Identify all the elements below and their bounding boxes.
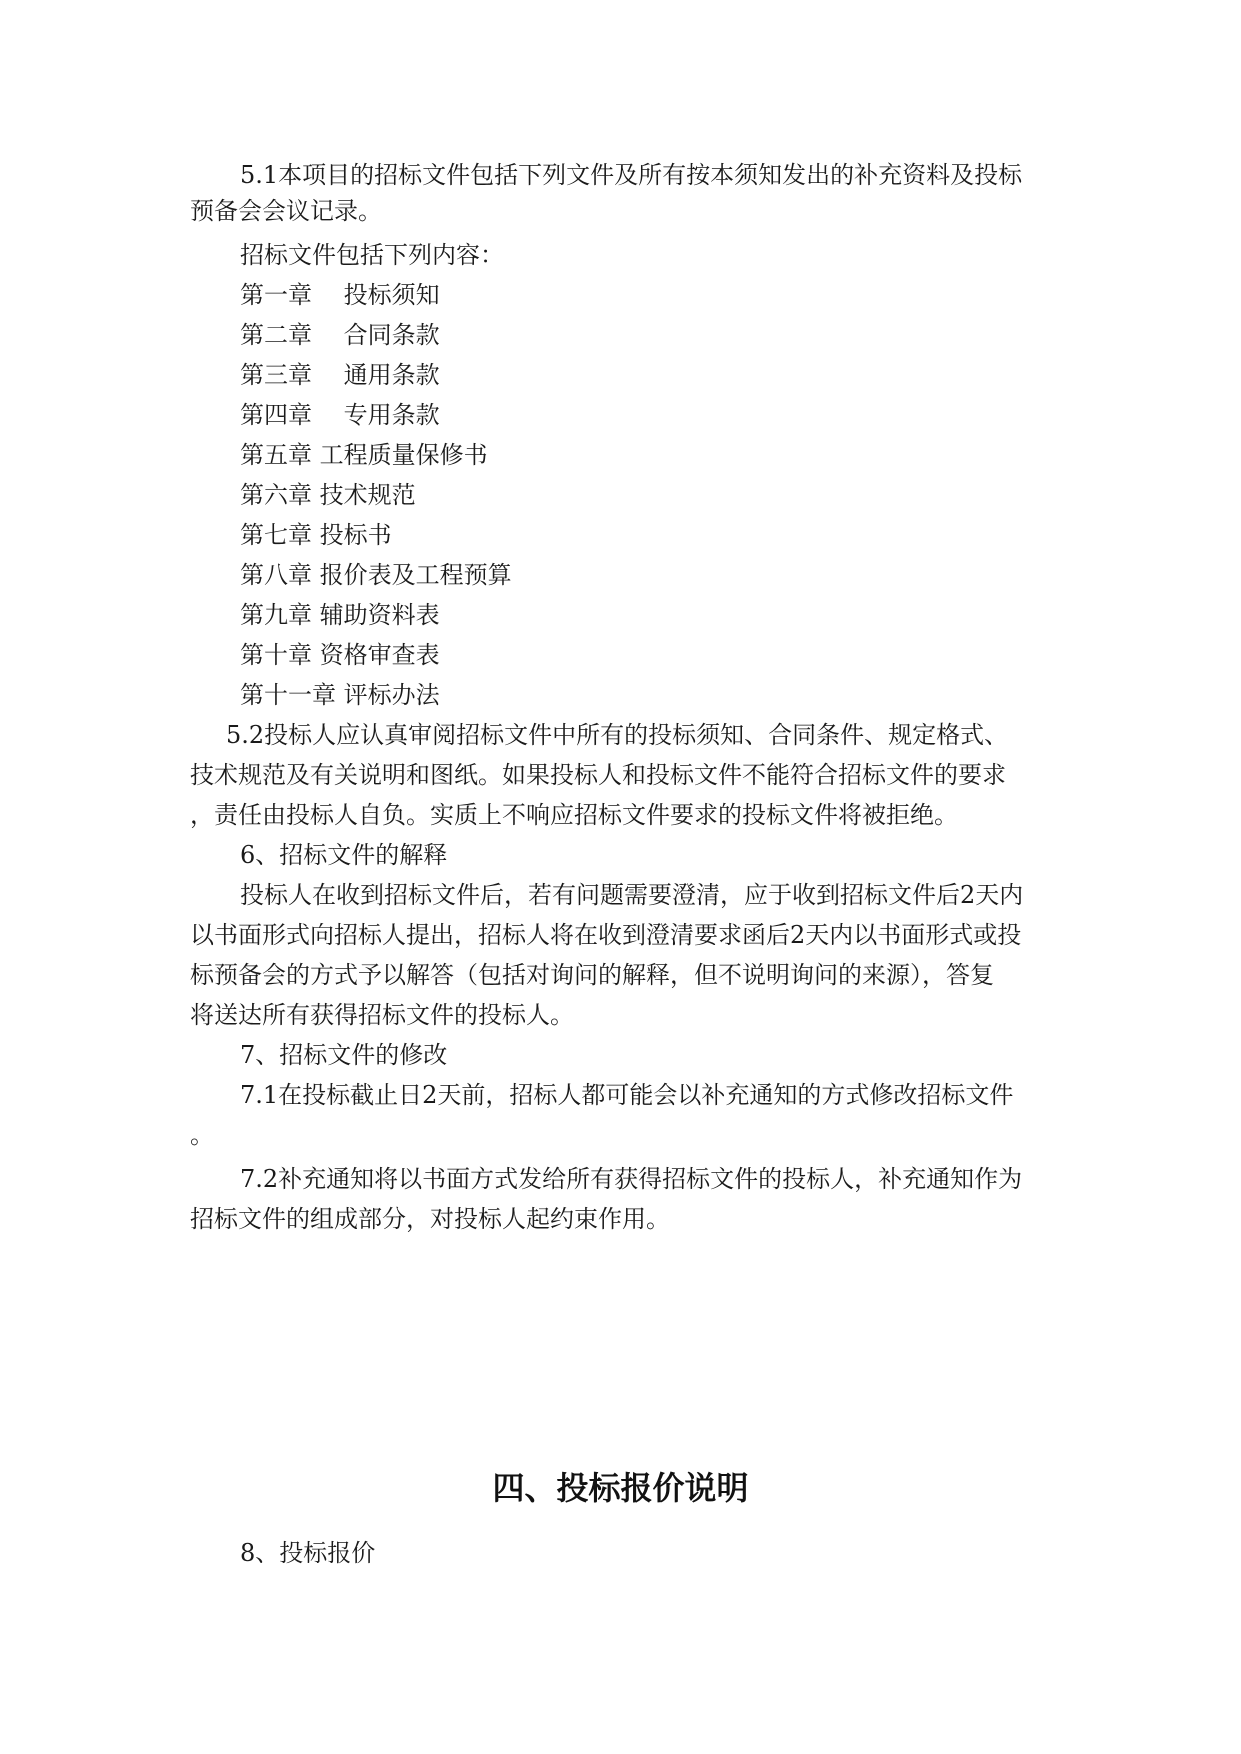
- para-5-2-line-1: 5.2投标人应认真审阅招标文件中所有的投标须知、合同条件、规定格式、: [226, 721, 1009, 749]
- item-8-title: 8、投标报价: [240, 1539, 376, 1567]
- para-7-1-line-2: 。: [190, 1121, 214, 1149]
- chapter-item-4: 第四章 专用条款: [240, 401, 440, 429]
- chapter-item-11: 第十一章 评标办法: [240, 681, 440, 709]
- chapter-item-6: 第六章 技术规范: [240, 481, 416, 509]
- para-7-2-line-1: 7.2补充通知将以书面方式发给所有获得招标文件的投标人，补充通知作为: [240, 1165, 1023, 1193]
- para-7-1-line-1: 7.1在投标截止日2天前，招标人都可能会以补充通知的方式修改招标文件: [240, 1081, 1014, 1109]
- chapter-list-intro: 招标文件包括下列内容：: [240, 241, 504, 269]
- chapter-item-3: 第三章 通用条款: [240, 361, 440, 389]
- chapter-item-7: 第七章 投标书: [240, 521, 392, 549]
- section-6-line-3: 标预备会的方式予以解答（包括对询问的解释，但不说明询问的来源），答复: [190, 961, 994, 989]
- section-6-line-1: 投标人在收到招标文件后，若有问题需要澄清，应于收到招标文件后2天内: [240, 881, 1024, 909]
- para-5-2-line-2: 技术规范及有关说明和图纸。如果投标人和投标文件不能符合招标文件的要求: [190, 761, 1006, 789]
- chapter-item-10: 第十章 资格审查表: [240, 641, 440, 669]
- section-7-title: 7、招标文件的修改: [240, 1041, 448, 1069]
- chapter-item-5: 第五章 工程质量保修书: [240, 441, 488, 469]
- section-6-line-4: 将送达所有获得招标文件的投标人。: [190, 1001, 574, 1029]
- para-5-1-line-1: 5.1本项目的招标文件包括下列文件及所有按本须知发出的补充资料及投标: [240, 161, 1023, 189]
- chapter-item-1: 第一章 投标须知: [240, 281, 440, 309]
- part-4-heading: 四、投标报价说明: [492, 1469, 749, 1507]
- section-6-title: 6、招标文件的解释: [240, 841, 448, 869]
- para-7-2-line-2: 招标文件的组成部分，对投标人起约束作用。: [190, 1205, 670, 1233]
- chapter-item-9: 第九章 辅助资料表: [240, 601, 440, 629]
- chapter-item-2: 第二章 合同条款: [240, 321, 440, 349]
- para-5-1-line-2: 预备会会议记录。: [190, 197, 382, 225]
- para-5-2-line-3: ，责任由投标人自负。实质上不响应招标文件要求的投标文件将被拒绝。: [190, 801, 958, 829]
- section-6-line-2: 以书面形式向招标人提出，招标人将在收到澄清要求函后2天内以书面形式或投: [190, 921, 1022, 949]
- chapter-item-8: 第八章 报价表及工程预算: [240, 561, 512, 589]
